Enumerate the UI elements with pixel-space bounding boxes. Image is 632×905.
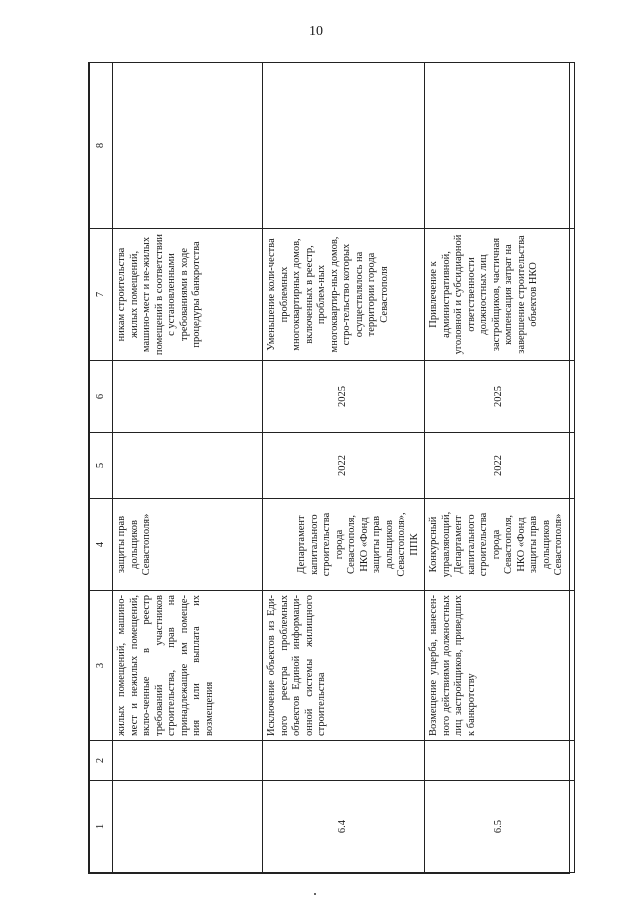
cell-start-year: 2022 [263,433,425,499]
cell-responsible: Конкурсный управляющий, Департамент капитального строительства города Севастополя, НКО «Фонд защиты прав дольщиков Севастополя» [425,499,575,591]
cell-end-year: 2025 [425,361,575,433]
header-row [90,63,113,873]
cell-col8 [263,63,425,229]
cell-responsible: Департамент капитального строительства города Севастополя, НКО «Фонд защиты прав дольщиков Севастополя», ППК [263,499,425,591]
cell-event: Исключение объектов из Еди-ного реестра проблемных объектов Единой информаци-онной системы жилищного строительства [263,591,425,741]
cell-col8 [425,63,575,229]
cell-col2 [263,741,425,781]
cell-start-year: 2022 [425,433,575,499]
col-header-1: 1 [90,781,113,873]
cell-col2 [425,741,575,781]
col-header-5: 5 [90,433,113,499]
cell-result: никам строительства жилых помещений, машино-мест и не-жилых помещений в соответствии с установленными требованиями в ходе процедуры банкротства [113,229,263,361]
cell-number: 6.4 [263,781,425,873]
table-frame [88,62,570,874]
cell-number: 6.5 [425,781,575,873]
cell-start-year [113,433,263,499]
scan-speck [314,893,316,895]
cell-event: жилых помещений, машино-мест и нежилых помещений, вклю-ченные в реестр требований участников строительства, прав на принадлежащие им помеще-ния или выплата их возмещения [113,591,263,741]
cell-end-year [113,361,263,433]
col-header-8: 8 [90,63,113,229]
table-row [113,63,263,873]
rotated-table-container [89,63,569,873]
cell-event: Возмещение ущерба, нанесен-ного действиями должностных лиц застройщиков, приведших к банкротству [425,591,575,741]
cell-col2 [113,741,263,781]
col-header-7: 7 [90,229,113,361]
col-header-6: 6 [90,361,113,433]
cell-number [113,781,263,873]
col-header-3: 3 [90,591,113,741]
cell-result: Уменьшение коли-чества проблемных многоквартирных домов, включенных в реестр, проблем-ных многоквартир-ных домов, стро-тельство которых осуществлялось на территории города Севастополя [263,229,425,361]
cell-result: Привлечение к административной, уголовной и субсидиарной ответственности должностных лиц застройщиков, частичная компенсация затрат на завершение строительства объектов НКО [425,229,575,361]
table-row [425,63,575,873]
cell-responsible: защиты прав дольщиков Севастополя» [113,499,263,591]
cell-end-year: 2025 [263,361,425,433]
page-number: 10 [309,24,323,39]
col-header-4: 4 [90,499,113,591]
table-row [263,63,425,873]
program-table [89,62,575,873]
col-header-2: 2 [90,741,113,781]
cell-col8 [113,63,263,229]
